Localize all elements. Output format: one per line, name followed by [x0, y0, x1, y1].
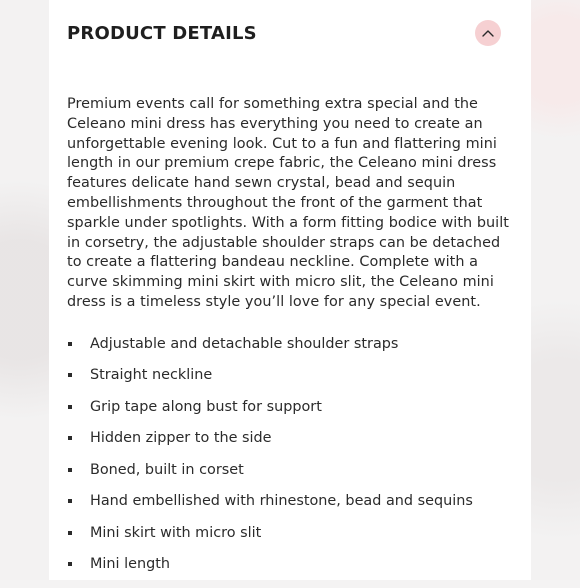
feature-text: Hidden zipper to the side [90, 430, 272, 446]
accordion-header[interactable] [67, 0, 513, 68]
list-item [67, 430, 513, 462]
bullet-icon [68, 499, 72, 503]
feature-text: Grip tape along bust for support [90, 399, 322, 415]
bullet-icon [68, 405, 72, 409]
feature-text: Hand embellished with rhinestone, bead and sequins [90, 493, 473, 509]
feature-text: Straight neckline [90, 367, 212, 383]
list-item [67, 462, 513, 494]
bullet-icon [68, 531, 72, 535]
bullet-icon [68, 342, 72, 346]
product-description: Premium events call for something extra special and the Celeano mini dress has everything you need to create an unforgettable evening look. Cut to a fun and flattering mini length in our premium crepe fabric, the Celeano mini dress features delicate hand sewn crystal, bead and sequin embellishments throughout the front of the garment that sparkle under spotlights. With a form fitting bodice with built in corsetry, the adjustable shoulder straps can be detached to create a flattering bandeau neckline. Complete with a curve skimming mini skirt with micro slit, the Celeano mini dress is a timeless style you’ll love for any special event. [67, 95, 513, 313]
feature-text: Mini skirt with micro slit [90, 525, 261, 541]
collapse-button[interactable] [475, 20, 501, 46]
section-title: PRODUCT DETAILS [67, 23, 257, 44]
feature-text: Mini length [90, 556, 170, 572]
bullet-icon [68, 468, 72, 472]
list-item [67, 367, 513, 399]
feature-text: Adjustable and detachable shoulder straps [90, 336, 398, 352]
feature-text: Boned, built in corset [90, 462, 244, 478]
product-details-panel [49, 0, 531, 580]
bullet-icon [68, 373, 72, 377]
list-item [67, 525, 513, 557]
bullet-icon [68, 436, 72, 440]
list-item [67, 399, 513, 431]
list-item [67, 493, 513, 525]
bullet-icon [68, 562, 72, 566]
feature-list [67, 336, 513, 588]
list-item [67, 556, 513, 588]
chevron-up-icon [482, 29, 494, 37]
list-item [67, 336, 513, 368]
